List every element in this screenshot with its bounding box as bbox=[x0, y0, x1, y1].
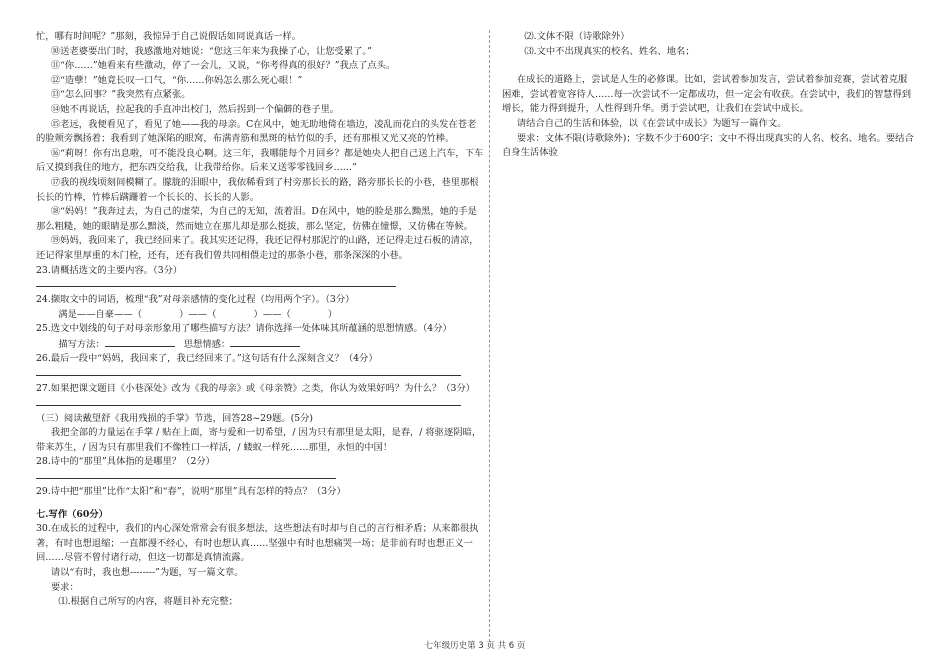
question-24: 24.撷取文中的词语，梳理“我”对母亲感情的变化过程（均用两个字）。（3分） bbox=[36, 294, 355, 306]
passage-para-13: ⑬“怎么回事？”我突然有点紧张。 bbox=[50, 89, 191, 101]
page-footer: 七年级历史第 3 页 共 6 页 bbox=[424, 641, 526, 651]
question-29: 29.诗中把“那里”比作“太阳”和“春”，说明“那里”具有怎样的特点？（3分） bbox=[36, 486, 346, 498]
passage-para-17: ⑰我的视线顷刻间模糊了。朦胧的泪眼中，我依稀看到了村旁那长长的路，路旁那长长的小巷，巷里那根长长的竹棒，竹棒后蹒跚着一个长长的、长长的人影。 bbox=[36, 176, 479, 203]
prompt-paragraph-3: 要求：文体不限(诗歌除外)；字数不少于600字；文中不得出现真实的人名、校名、地名。要结合自身生活体验 bbox=[502, 132, 914, 159]
spacer bbox=[502, 59, 916, 73]
question-25-blanks bbox=[36, 337, 484, 353]
question-27: 27.如果把课文题目《小巷深处》改为《我的母亲》或《母亲赞》之类，你认为效果好吗？为什么？（3分） bbox=[36, 383, 476, 395]
method-blank[interactable] bbox=[105, 337, 175, 347]
question-30: 30.在成长的过程中，我们的内心深处常常会有很多想法，这些想法有时却与自己的言行相矛盾；从来都很执著，有时也想退缩；一直都漫不经心，有时也想认真……坚强中有时也想痛哭一场；是非前有时也想正义一回……尽管不曾付诸行动，但这一切都是真情流露。 bbox=[36, 523, 479, 564]
passage-para-11: ⑪“你……”她看来有些激动，停了一会儿，又说，“你考得真的很好？”我点了点头。 bbox=[50, 60, 396, 72]
passage-line: 忙，哪有时间呢？”那刻，我惊异于自己说假话如同说真话一样。 bbox=[36, 31, 302, 42]
question-28: 28.诗中的“那里”具体指的是哪里？（2分） bbox=[36, 456, 215, 468]
question-25: 25.选文中划线的句子对母亲形象用了哪些描写方法？请你选择一处体味其所蕴涵的思想情感。（4分） bbox=[36, 323, 452, 335]
left-column bbox=[36, 30, 484, 610]
passage-para-15: ⑮老远，我便看见了，看见了她——我的母亲。C在风中，她无助地倚在墙边，凌乱而花白的头发在苍老的脸颊旁飘扬着；我看到了她深陷的眼窝，布满青筋和黑斑的枯竹似的手，还有那根又光又亮的竹棒。 bbox=[36, 118, 477, 145]
feeling-label: 思想情感： bbox=[183, 338, 231, 350]
passage-para-10: ⑩送老婆要出门时，我感激地对她说：“您这三年来为我操了心，让您受累了。” bbox=[50, 45, 372, 57]
right-column bbox=[502, 30, 916, 161]
question-30-prompt: 请以“有时，我也想--------”为题，写一篇文章。 bbox=[50, 567, 244, 578]
writing-section-title: 七.写作（60分） bbox=[36, 508, 108, 520]
question-26: 26.最后一段中“妈妈，我回来了，我已经回来了。”这句话有什么深刻含义？（4分） bbox=[36, 353, 378, 365]
feeling-blank[interactable] bbox=[230, 337, 300, 347]
requirement-3: ⑶.文中不出现真实的校名、姓名、地名； bbox=[524, 45, 695, 57]
requirement-1: ⑴.根据自己所写的内容，将题目补充完整； bbox=[58, 596, 238, 608]
section-3-heading: （三）阅读戴望舒《我用残损的手掌》节选，回答28~29题。(5分) bbox=[36, 412, 314, 424]
passage-para-12: ⑫“造孽！”她竟长叹一口气，“你……你妈怎么那么死心眼！” bbox=[50, 74, 303, 86]
requirements-label: 要求： bbox=[50, 581, 79, 593]
answer-line-27[interactable] bbox=[36, 399, 461, 406]
passage-para-16: ⑯“莉呀！你有出息啦，可不能没良心啊。这三年，我哪能每个月回乡？都是她央人把自己送上汽车，下车后又摸到我住的地方，把东西交给我，让我带给你。后来又送零零钱回乡……” bbox=[36, 147, 484, 174]
question-24-flow: 满是——自豪——（ ）——（ ）——（ ） bbox=[58, 308, 338, 320]
prompt-paragraph-2: 请结合自己的生活和体验，以《在尝试中成长》为题写一篇作文。 bbox=[516, 117, 787, 129]
answer-line-26[interactable] bbox=[36, 369, 461, 376]
passage-para-14: ⑭她不再说话，拉起我的手直冲出校门，然后拐到一个偏僻的巷子里。 bbox=[50, 103, 340, 115]
spacer bbox=[36, 500, 484, 508]
method-label: 描写方法： bbox=[58, 338, 105, 350]
answer-line-23[interactable] bbox=[36, 280, 396, 287]
passage-para-18: ⑱“妈妈！”我奔过去，为自己的虚荣，为自己的无知，流着泪。D在风中，她的脸是那么黝黑，她的手是那么粗糙，她的眼睛是那么黯淡，然而她立在那儿却是那么挺拔，那么坚定，仿佛在憧憬，又仿佛在等候。 bbox=[36, 206, 477, 232]
question-23: 23.请概括选文的主要内容。（3分） bbox=[36, 264, 183, 276]
column-divider bbox=[489, 30, 490, 642]
requirement-2: ⑵.文体不限（诗歌除外） bbox=[524, 31, 630, 42]
answer-line-28[interactable] bbox=[36, 472, 336, 479]
prompt-paragraph-1: 在成长的道路上，尝试是人生的必修课。比如，尝试着参加发言，尝试着参加竞赛，尝试着克服困难，尝试着宽容待人……每一次尝试不一定都成功，但一定会有收获。在尝试中，我们的智慧得到增长，能力得到提升，人性得到升华。勇于尝试吧，让我们在尝试中成长。 bbox=[502, 74, 912, 115]
poem-excerpt: 我把全部的力量运在手掌 / 贴在上面，寄与爱和一切希望，/ 因为只有那里是太阳，是春，/ 将驱逐阴暗，带来苏生，/ 因为只有那里我们不像牲口一样活，/ 蝼蚁一样死……那里，永恒的中国！ bbox=[36, 427, 482, 453]
passage-para-19: ⑲妈妈，我回来了，我已经回来了。我其实还记得，我还记得村那泥泞的山路，还记得走过石板的清凉，还记得家里厚重的木门栓，还有，还有我们曾共同相偎走过的那条小巷，那条深深的小巷。 bbox=[36, 235, 479, 261]
